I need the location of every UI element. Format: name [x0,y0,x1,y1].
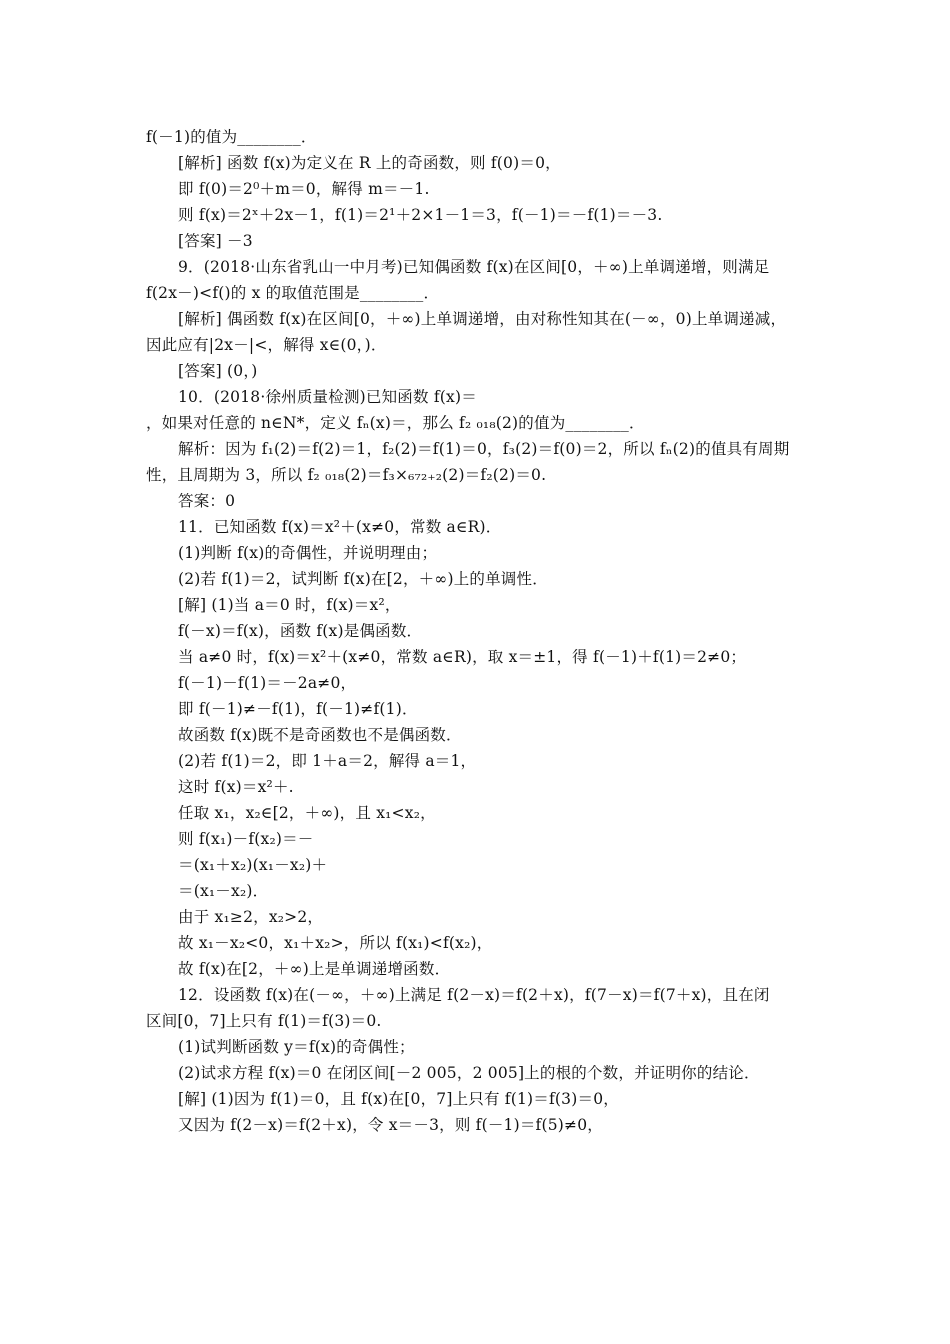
solution-11-line-9: 任取 x₁，x₂∈[2，＋∞)，且 x₁<x₂， [178,804,436,822]
analysis-10: 解析：因为 f₁(2)＝f(2)＝1，f₂(2)＝f(1)＝0，f₃(2)＝f(0)＝2，所以 fₙ(2)的值具有周期 [178,440,790,458]
question-12: 12．设函数 f(x)在(－∞，＋∞)上满足 f(2－x)＝f(2＋x)，f(7－x)＝f(7＋x)，且在闭 [178,986,770,1004]
solution-11-line-3: 当 a≠0 时，f(x)＝x²＋(x≠0，常数 a∈R)，取 x＝±1，得 f(－1)＋f(1)＝2≠0； [178,648,747,666]
solution-11-line-14: 故 x₁－x₂<0，x₁＋x₂>，所以 f(x₁)<f(x₂)， [178,934,493,952]
solution-11-line-10: 则 f(x₁)－f(x₂)＝－ [178,830,314,848]
solution-12-line-1: [解] (1)因为 f(1)＝0，且 f(x)在[0，7]上只有 f(1)＝f(3)＝0， [178,1090,619,1108]
analysis-9: [解析] 偶函数 f(x)在区间[0，＋∞)上单调递增，由对称性知其在(－∞，0)上单调递减， [178,310,787,328]
answer-line-8: [答案] －3 [178,232,253,250]
question-12-part-1: (1)试判断函数 y＝f(x)的奇偶性； [178,1038,415,1056]
solution-11-line-5: 即 f(－1)≠－f(1)，f(－1)≠f(1)． [178,700,418,718]
question-10-cont: ，如果对任意的 n∈N*，定义 fₙ(x)＝，那么 f₂ ₀₁₈(2)的值为________． [146,414,645,432]
solution-12-line-2: 又因为 f(2－x)＝f(2＋x)，令 x＝－3，则 f(－1)＝f(5)≠0， [178,1116,603,1134]
question-11-part-1: (1)判断 f(x)的奇偶性，并说明理由； [178,544,438,562]
question-9-cont: f(2x－)<f()的 x 的取值范围是________． [146,284,440,302]
solution-11-line-13: 由于 x₁≥2，x₂>2， [178,908,324,926]
text-line-3: 即 f(0)＝2⁰＋m＝0，解得 m＝－1. [178,180,430,198]
question-11: 11．已知函数 f(x)＝x²＋(x≠0，常数 a∈R)． [178,518,502,536]
text-line-1: f(－1)的值为________． [146,128,317,146]
solution-11-line-8: 这时 f(x)＝x²＋. [178,778,294,796]
question-12-part-2: (2)试求方程 f(x)＝0 在闭区间[－2 005，2 005]上的根的个数，并证明你的结论． [178,1064,760,1082]
solution-11-line-7: (2)若 f(1)＝2，即 1＋a＝2，解得 a＝1， [178,752,477,770]
solution-11-line-12: ＝(x₁－x₂)． [178,882,269,900]
question-10: 10．(2018·徐州质量检测)已知函数 f(x)＝ [178,388,477,406]
question-12-cont: 区间[0，7]上只有 f(1)＝f(3)＝0. [146,1012,382,1030]
solution-11-line-11: ＝(x₁＋x₂)(x₁－x₂)＋ [178,856,328,874]
solution-11-line-6: 故函数 f(x)既不是奇函数也不是偶函数． [178,726,462,744]
analysis-9-cont: 因此应有|2x－|<，解得 x∈(0，)． [146,336,387,354]
question-11-part-2: (2)若 f(1)＝2，试判断 f(x)在[2，＋∞)上的单调性． [178,570,548,588]
text-line-4: 则 f(x)＝2ˣ＋2x－1，f(1)＝2¹＋2×1－1＝3，f(－1)＝－f(1)＝－3. [178,206,663,224]
solution-11-line-1: [解] (1)当 a＝0 时，f(x)＝x²， [178,596,401,614]
analysis-10-cont: 性，且周期为 3，所以 f₂ ₀₁₈(2)＝f₃×₆₇₂₊₂(2)＝f₂(2)＝0. [146,466,547,484]
solution-11-line-15: 故 f(x)在[2，＋∞)上是单调递增函数． [178,960,451,978]
solution-11-line-2: f(－x)＝f(x)，函数 f(x)是偶函数． [178,622,423,640]
solution-11-line-4: f(－1)－f(1)＝－2a≠0， [178,674,357,692]
answer-line-9: [答案] (0，) [178,362,258,380]
text-line-2: [解析] 函数 f(x)为定义在 R 上的奇函数，则 f(0)＝0， [178,154,561,172]
question-9: 9．(2018·山东省乳山一中月考)已知偶函数 f(x)在区间[0，＋∞)上单调递增，则满足 [178,258,770,276]
answer-line-10: 答案：0 [178,492,236,510]
